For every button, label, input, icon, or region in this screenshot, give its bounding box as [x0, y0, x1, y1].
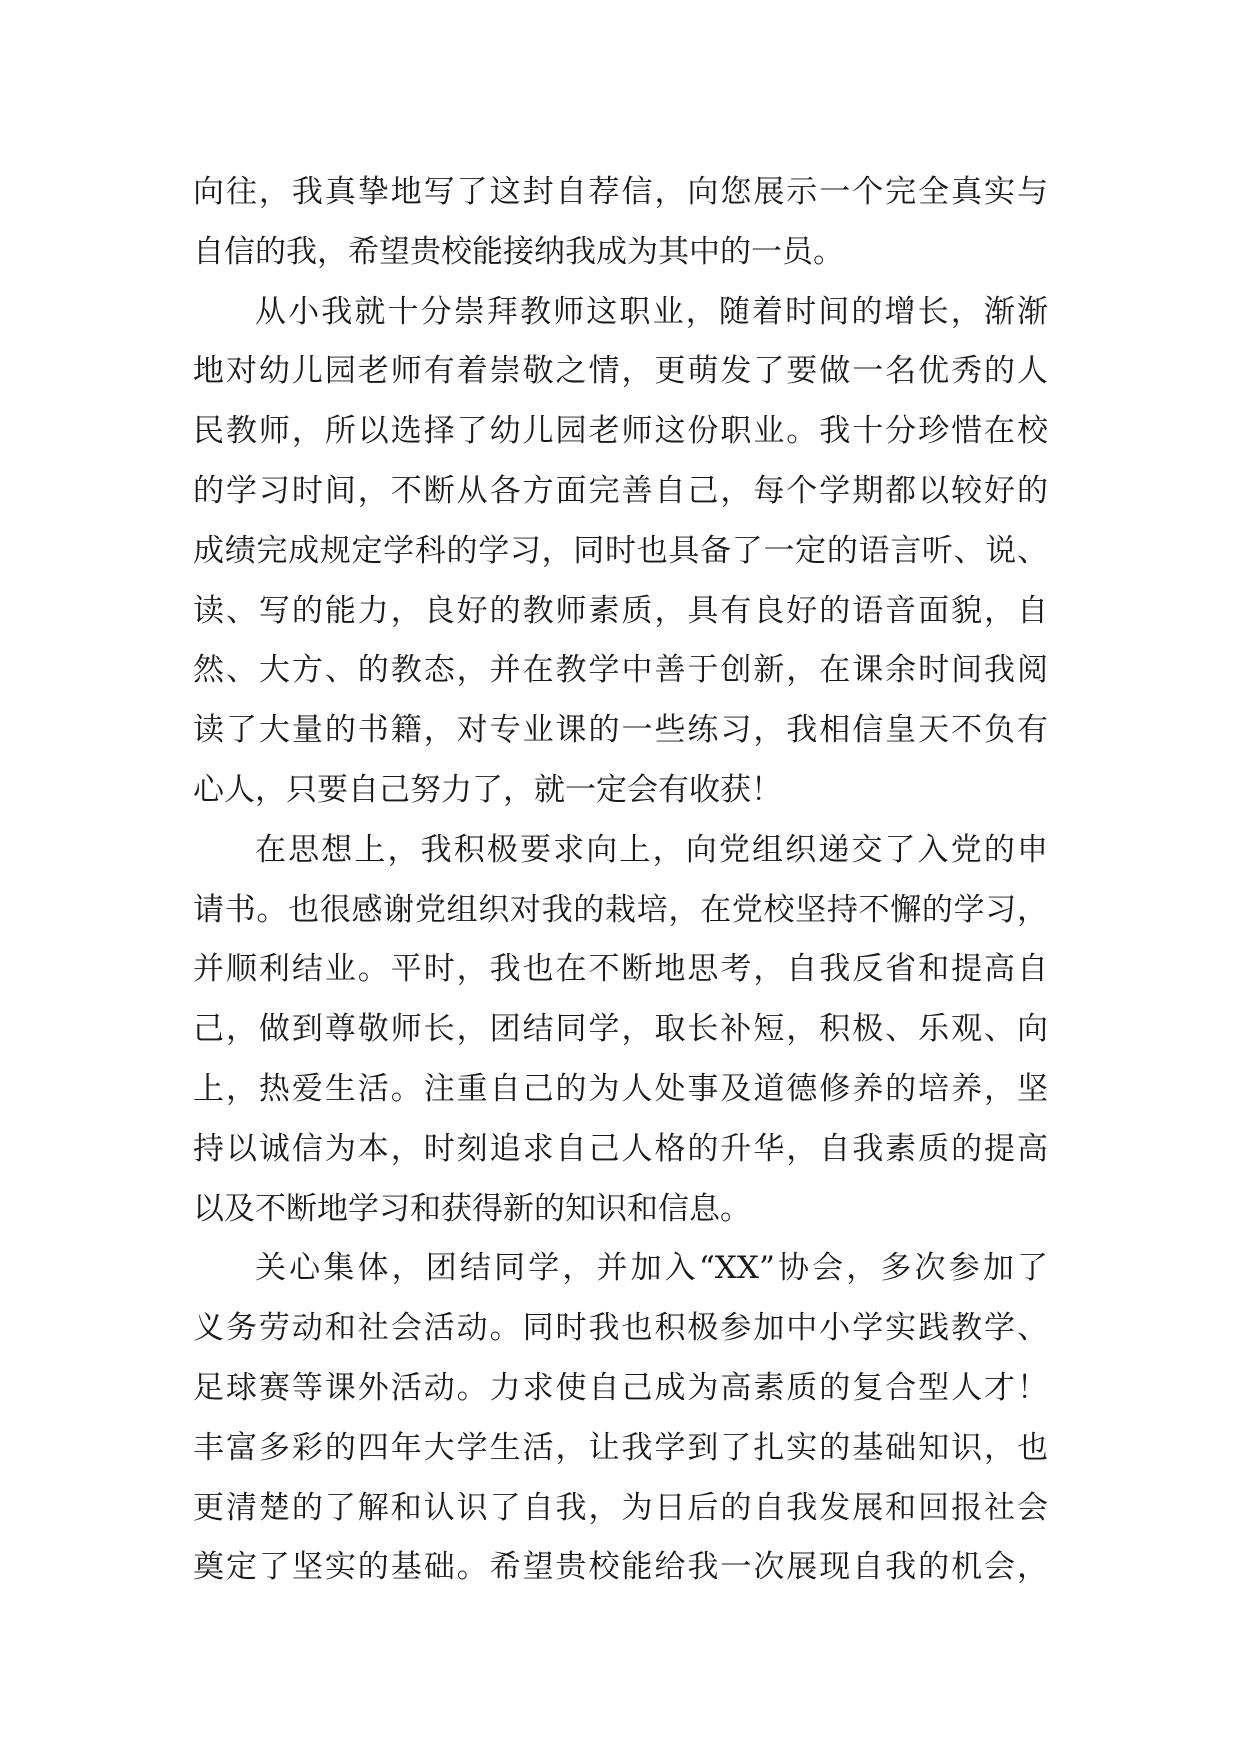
text-line: 更清楚的了解和认识了自我，为日后的自我发展和回报社会: [193, 1489, 1048, 1526]
text-line: 读、写的能力，良好的教师素质，具有良好的语音面貌，自: [193, 592, 1048, 629]
text-line: 民教师，所以选择了幼儿园老师这份职业。我十分珍惜在校: [193, 413, 1048, 450]
text-line: 关心集体，团结同学，并加入“XX”协会，多次参加了: [255, 1250, 1048, 1287]
letter-body: [193, 163, 1048, 1598]
text-line: 足球赛等课外活动。力求使自己成为高素质的复合型人才！: [193, 1369, 1048, 1406]
text-line: 向往，我真挚地写了这封自荐信，向您展示一个完全真实与: [193, 174, 1048, 210]
text-line: 义务劳动和社会活动。同时我也积极参加中小学实践教学、: [193, 1310, 1048, 1347]
text-line: 自信的我，希望贵校能接纳我成为其中的一员。: [193, 233, 844, 270]
text-line: 并顺利结业。平时，我也在不断地思考，自我反省和提高自: [193, 951, 1048, 988]
text-line: 在思想上，我积极要求向上，向党组织递交了入党的申: [255, 831, 1048, 868]
text-line: 丰富多彩的四年大学生活，让我学到了扎实的基础知识，也: [193, 1429, 1048, 1466]
text-line: 地对幼儿园老师有着崇敬之情，更萌发了要做一名优秀的人: [193, 353, 1048, 390]
text-line: 上，热爱生活。注重自己的为人处事及道德修养的培养，坚: [193, 1070, 1048, 1107]
text-line: 读了大量的书籍，对专业课的一些练习，我相信皇天不负有: [193, 712, 1048, 749]
text-line: 以及不断地学习和获得新的知识和信息。: [193, 1190, 751, 1227]
text-line: 从小我就十分崇拜教师这职业，随着时间的增长，渐渐: [255, 293, 1048, 330]
text-line: 成绩完成规定学科的学习，同时也具备了一定的语言听、说、: [193, 532, 1048, 569]
text-line: 奠定了坚实的基础。希望贵校能给我一次展现自我的机会，: [193, 1549, 1048, 1586]
text-line: 持以诚信为本，时刻追求自己人格的升华，自我素质的提高: [193, 1130, 1048, 1167]
text-line: 己，做到尊敬师长，团结同学，取长补短，积极、乐观、向: [193, 1011, 1048, 1048]
text-line: 心人，只要自己努力了，就一定会有收获！: [193, 771, 782, 808]
text-line: 的学习时间，不断从各方面完善自己，每个学期都以较好的: [193, 472, 1048, 509]
text-line: 然、大方、的教态，并在教学中善于创新，在课余时间我阅: [193, 652, 1048, 689]
text-line: 请书。也很感谢党组织对我的栽培，在党校坚持不懈的学习，: [193, 891, 1048, 928]
